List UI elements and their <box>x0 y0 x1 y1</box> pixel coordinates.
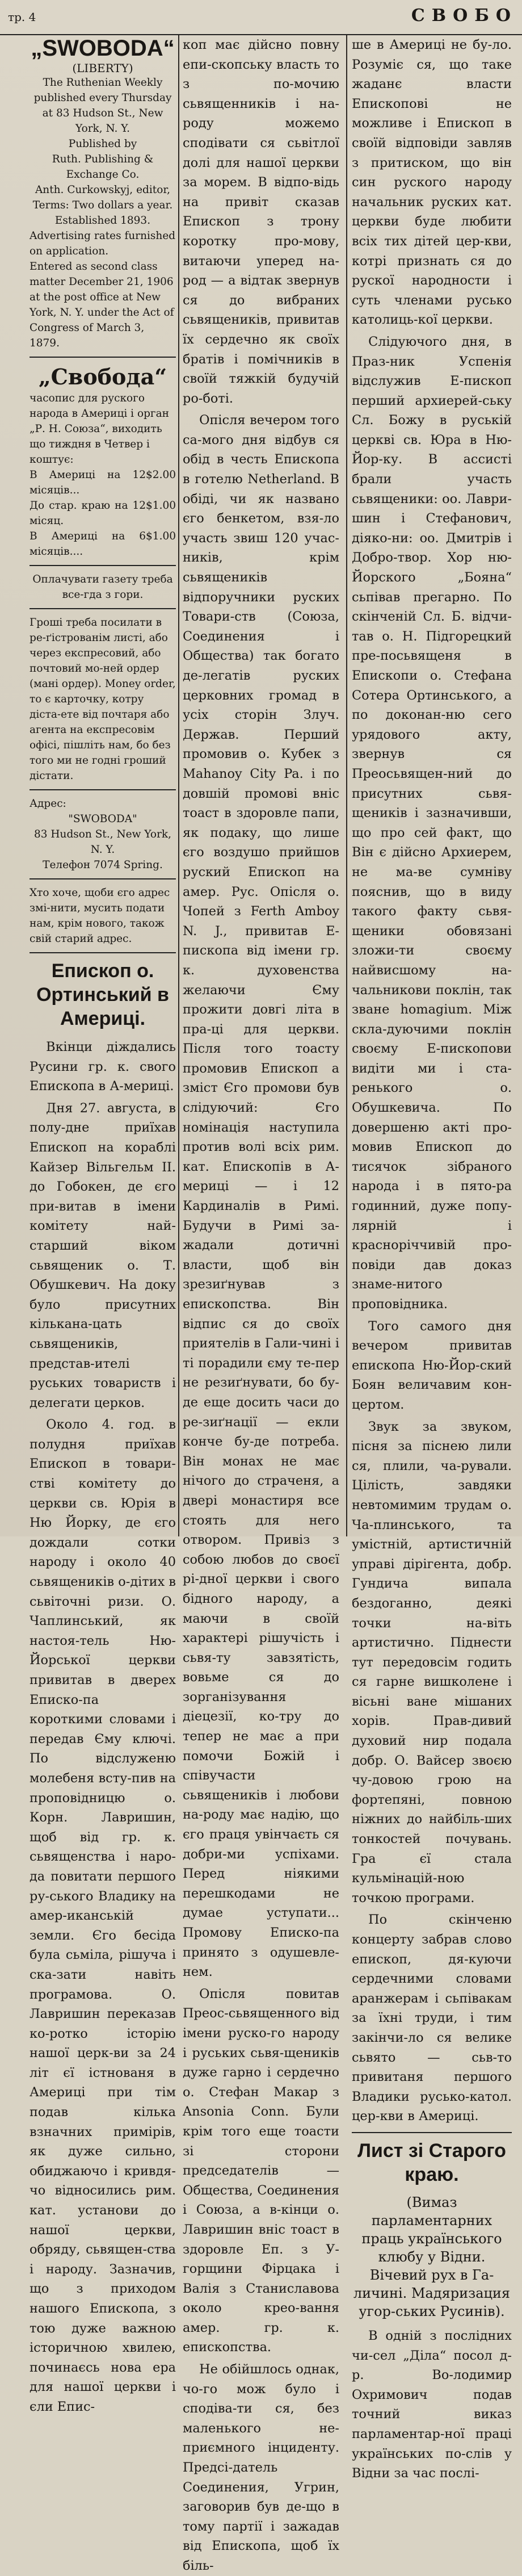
article-paragraph: Слідуючого дня, в Праз-ник Успенія відслужив Е-пископ перший архиерей-ську Сл. Божу в руській церкві св. Юра в Ню-Йор-ку. В асcисті брали участь сьвященики: оо. Лаври-шин і Стефанович, діяко-ни: оо. Дмитрів і Добро-твор. Хор ню-Йорского „Бояна“ сьпівав прегарно. По скінченій Сл. Б. відчи-тав о. Н. Підгорецкий пре-посьвященя в Епископи о. Стефана Сотера Ортинського, а по доконан-ню сего урядового акту, звернув ся Преосьвящен-ний до присутних сьвя-щеників і зазначивши, що про сей факт, що Він є дійсно Архиерем, не ма-ве сумніву пояснив, що в виду такого факту сьвя-щеники обовязані зложи-ти своєму найвисшому на-чальникови поклін, так зване homagium. Між скла-дуючими поклін своєму Е-пископови видіти ми і ста-ренького о. Обушкевича. По довершеню акті про-мовив Епископ до тисячок зібраного народа і в пято-ра годинний, дуже попу-лярній і красноріччивій про-повіди дав доказ знаме-нитого проповідника. <box>352 334 512 1312</box>
article-paragraph: Около 4. год. в полудня приїхав Епископ в товари-стві комітету до церкви св. Юрія в Ню Йорку, де єго дождали сотки народу і около 40 сьвящеників о-дітих в сьвіточні ризи. О. Чаплинський, як настоя-тель Ню-Йорської церкви привитав в дверех Еписко-па короткими словами і передав Єму ключі. По відслуженю молебеня всту-пив на проповідницю о. Корн. Лавришин, щоб від гр. к. сьвященства і наро-да повитати першого ру-ського Владику на амер-иканській земли. Єго бесіда була сьміла, рішуча і ска-зати навіть програмова. О. Лавришин переказав ко-ротко історію нашої церк-ви за 24 літ єї істнованя в Америці при тім подав кількa взначних примірів, як дуже сильно, обиджаючо і кривдя-чо відносились рим. кат. установи до нашої церкви, обряду, сьвящен-ства і народу. Зазначив, що з приходом нашого Епископа, з тою дуже важною історичною хвилею, починаєсь нова ера для нашої церкви і єли Епис- <box>30 1417 176 2414</box>
divider <box>30 565 176 566</box>
divider <box>30 952 176 953</box>
page-number: тр. 4 <box>8 10 36 24</box>
price-label: В Америці на 6 місяців.... <box>30 530 146 558</box>
address-label: Адрес: <box>30 798 66 810</box>
english-masthead <box>30 35 176 351</box>
article-paragraph: ше в Америці не бу-ло. Розуміє ся, що таке жаданє власти Епископові не можливе і Епископ в своїй відповіди завляв з притиском, що він син руского народу начальник руских кат. церкви буде любити всіх тих дітей цер-кви, котрі признать ся до рускої народности і суть членами русько католиць-кої церкви. <box>352 37 512 328</box>
terms: Terms: Two dollars a year. <box>32 199 173 211</box>
editor: Anth. Curkowskyj, editor, <box>35 184 171 196</box>
divider <box>352 2132 512 2133</box>
price-value: $1.00 <box>146 530 176 542</box>
column-rule <box>178 35 179 1536</box>
article-paragraph: Вкінци діждались Русини гр. к. свого Епископа в А-мериці. <box>30 1040 176 1094</box>
money-order-note: Гроші треба посилати в ре-ґістрованім листі, або через експресовий, або почтовий мо-ней ордер (мані ордер). Money order, то є карточку, котру діста-ете від почтаря або агента на експресовім офісі, пішліть нам, бо без того ми не годні гроший дістати. <box>30 617 176 782</box>
masthead-title: „SWOBODA“ <box>31 36 175 61</box>
article-headline: Лист зі Старого краю. <box>357 2139 506 2185</box>
paper-name-header: СВОБО <box>411 6 517 26</box>
masthead-subtitle: (LIBERTY) <box>72 61 133 75</box>
established: Established 1893. <box>54 215 151 227</box>
article-paragraph: Того самого дня вечером привитав епископа Ню-Йор-ский Боян величавим кон-цертом. <box>352 1318 512 1412</box>
column-rule <box>346 35 347 1536</box>
price-row <box>30 467 176 498</box>
article-paragraph: В одній з послідних чи-сел „Діла“ посол д-р. Во-лодимир Охримович подав точний виказ парламентар-ної праці українських по-слів у Відни за час послі- <box>352 2328 512 2481</box>
article-paragraph: Звук за звуком, пісня за піснею лили ся, плили, ча-рували. Цілість, завдяки невтомимим трудам о. Ча-плинського, та умістній, артистичній управі дірігента, добр. Гундича випала бездоганно, деякі точки на-віть артистично. Піднести тут передовсім годить ся гарне вишколене і вісьні ване мішаних хорів. Прав-дивий духовий нир подала добр. О. Вайсер звоєю чу-довою грою на фортепяні, повною ніжних до найбіль-ших тонкостей почувань. Гра єї стала кульмінацій-ною точкою програми. <box>352 1419 512 1905</box>
article-headline: Епископ о. Ортинський в Америці. <box>36 960 169 1029</box>
divider <box>30 357 176 358</box>
published-by: Published by <box>68 138 137 150</box>
advance-payment-note: Оплачувати газету треба все-гда з гори. <box>32 573 173 601</box>
column-2 <box>183 35 339 2573</box>
article-subheading: (Вимаз парламентарних праць українського клюбу у Відни. Вічевий рух в Га-личині. Мадяризация угор-ських Русинів). <box>353 2194 511 2319</box>
address-change-note: Хто хоче, щоби єго адрес змі-нити, мусить подати нам, крім нового, також свій старий адрес. <box>30 887 170 945</box>
article-paragraph: Дня 27. августа, в полу-дне приїхав Епископ на кораблі Кайзер Вільгельм II. до Гобокен, де єго при-витав в імени комітету най-старший віком сьвященик о. Т. Обушкевич. На доку було присутних кількана-цать сьвящеників, представ-ителі руських товариств і делегати церков. <box>30 1100 176 1410</box>
price-value: $2.00 <box>146 469 176 481</box>
article-paragraph: По скінченю концерту забрав слово епископ, дя-куючи сердечними словами аранжерам і сьпівакам за їхні труди, і тим закінчи-ло ся велике сьвято — сьв-то привитаня першого Владики русько-катол. цер-кви в Америці. <box>352 1912 512 2124</box>
price-label: В Америці на 12 місяців... <box>30 469 146 496</box>
column-3 <box>352 35 512 2481</box>
divider <box>30 878 176 879</box>
column-1 <box>30 35 176 2414</box>
price-row <box>30 498 176 529</box>
article-paragraph: коп має дійсно повну епи-скопську власть то з по-мочию сьвященників і на-роду можемо сподівати ся сьвітлої долі для нашої церкви за морем. В відпо-відь на привіт сказав Епископ з трону коротку про-мову, витаючи уперед на-род — а відтак звернув ся до вибраних сьвящеників, привитав їх сердечно як своїх братів і помічників в своїй тяжкій будучій ро-боті. <box>183 37 339 406</box>
article-paragraph: Опісля вечером того са-мого дня відбув ся обід в честь Епископа в готелю Netherland. В обіді, чи як названо єго бенкетом, взя-ло участь звиш 120 учас-ників, крім сьвящеників відпоручники руских Товари-ств (Союза, Соединения і Общества) так богато де-легатів руских церковних громад в усіх сторін Злуч. Держав. Перший промовив о. Кубек з Mahanoy City Pa. і по довшій промові вніс тоаст в здоровле папи, як подаку, що лише єго воздушо прийшов руский Епископ на амер. Рус. Опісля о. Чопей з Ferth Amboy N. J., привитав Е-пископа від імени гр. к. духовенства желаючи Єму прожити довгі літа в пра-ці для церкви. Після того тоасту промовив Епископ а зміст Єго промови був слідуючий: Єго номінація наступила против волі всіх рим. кат. Епископів в А-мериці — і 12 Кардиналів в Римі. Будучи в Римі за-жадали дотичні власти, щоб він зрезиґнував з епископства. Він відпис ся до своїх приятелів в Гали-чині і ті порадили єму те-пер не резиґнувати, бо бу-де еще досить часи до ре-зиґнації — екли конче бу-де потреба. Він монах не має нічого до страченя, а двері монастиря все стоять для него отвором. Привіз з собою любов до своєї рі-дної церкви і свого бідного народу, а маючи в своїй характері рішучість і сьвя-ту завзятість, вовьме ся до зорганізування діецезії, ко-тру до тепер не має а при помочи Божій і співучасти сьвящеників і любови на-роду має надію, що єго праця увінчаєть ся добри-ми успіхами. Перед ніякими перешкодами не думае уступати... Промову Еписко-па принято з одушевле-нем. <box>183 413 339 1980</box>
page-header <box>0 0 522 35</box>
advertising-note: Advertising rates furnished on application. <box>30 230 176 257</box>
article-paragraph: Не обійшлось однак, чо-го мож було і сподіва-ти ся, без маленького не-приємного інциденту. Предсі-датель Соединения, Угрин, заговорив був де-що в тому партії і зажадав від Епископа, щоб їх біль- <box>183 2362 339 2573</box>
ukr-masthead-desc: часопис для руского народа в Америці і орган „Р. Н. Союза“, виходить що тиждня в Четвер і коштує: <box>30 392 169 466</box>
price-value: $1.00 <box>146 500 176 512</box>
entered-note: Entered as second class matter December 21, 1906 at the post office at New York, N. Y. under the Act of Congress of March 3, 1879. <box>30 261 174 349</box>
address-street: 83 Hudson St., New York, N. Y. <box>33 828 172 856</box>
masthead-desc: The Ruthenian Weekly published every Thursday at 83 Hudson St., New York, N. Y. <box>33 77 172 135</box>
article-paragraph: Опісля повитав Преос-сьвященного від імени руско-го народу і руських сьвя-щеників дуже гарно і сердечно о. Стефан Макар з Ansonia Conn. Були крім того еще тоасти зі сторони председателів — Общества, Соединения і Союза, а в-кінци о. Лавришин вніс тоаст в здоровле Еп. з У-горщини Фірцака і Валія з Станиславова около крео-вання амер. гр. к. епископства. <box>183 1986 339 2355</box>
price-row <box>30 529 176 559</box>
phone: Телефон 7074 Spring. <box>43 859 163 871</box>
address-name: "SWOBODA" <box>68 813 137 825</box>
divider <box>30 789 176 790</box>
ukrainian-masthead <box>30 363 176 946</box>
divider <box>30 608 176 609</box>
price-label: До стар. краю на 12 місяц. <box>30 500 146 527</box>
ukr-masthead-title: „Свобода“ <box>38 364 167 389</box>
publisher: Ruth. Publishing & Exchange Co. <box>52 153 154 181</box>
